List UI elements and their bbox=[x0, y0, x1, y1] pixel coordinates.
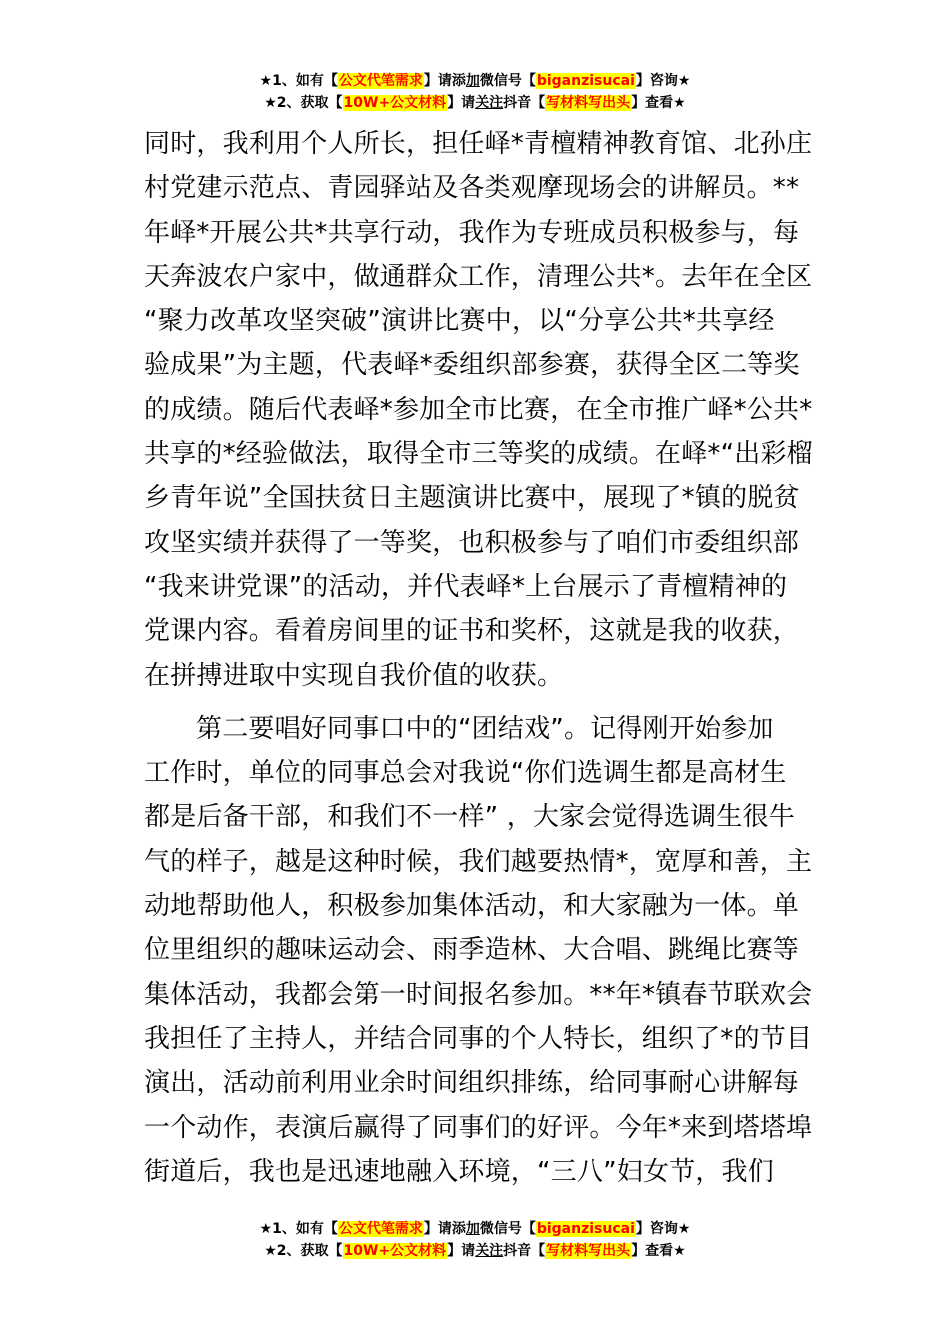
banner-text: 】请添 bbox=[423, 73, 466, 89]
text-line: 共享的*经验做法，取得全市三等奖的成绩。在峄*“出彩榴 bbox=[144, 439, 813, 470]
paragraph-2 bbox=[144, 707, 814, 1194]
paragraph-gap bbox=[144, 698, 814, 707]
underlined-text: 加 bbox=[465, 1221, 480, 1237]
text-line: 攻坚实绩并获得了一等奖，也积极参与了咱们市委组织部 bbox=[144, 527, 800, 558]
text-line: 乡青年说”全国扶贫日主题演讲比赛中，展现了*镇的脱贫 bbox=[144, 483, 800, 514]
text-line: 天奔波农户家中，做通群众工作，清理公共*。去年在全区 bbox=[144, 261, 813, 292]
banner-text: 】请添 bbox=[423, 1221, 466, 1237]
text-line: “聚力改革攻坚突破”演讲比赛中，以“分享公共*共享经 bbox=[144, 306, 775, 337]
banner-text: ★2、获取【 bbox=[264, 1243, 343, 1259]
text-line: “我来讲党课”的活动，并代表峄*上台展示了青檀精神的 bbox=[144, 571, 788, 602]
highlight-text: 写材料写出头 bbox=[546, 1243, 631, 1259]
banner-line-2 bbox=[0, 92, 950, 114]
text-line: 都是后备干部，和我们不一样” ，大家会觉得选调生很牛 bbox=[144, 802, 795, 833]
banner-text: 】请 bbox=[447, 1243, 476, 1259]
banner-text: 】咨询★ bbox=[635, 73, 691, 89]
text-line: 的成绩。随后代表峄*参加全市比赛，在全市推广峄*公共* bbox=[144, 394, 813, 425]
text-line: 街道后，我也是迅速地融入环境，“三八”妇女节，我们 bbox=[144, 1156, 774, 1187]
banner-line-2 bbox=[0, 1240, 950, 1262]
text-line: 村党建示范点、青园驿站及各类观摩现场会的讲解员。** bbox=[144, 173, 800, 204]
underlined-text: 关注 bbox=[475, 95, 504, 111]
banner-text: 】查看★ bbox=[631, 1243, 686, 1259]
highlight-text: 公文代笔需求 bbox=[338, 1221, 423, 1237]
text-line: 在拼搏进取中实现自我价值的收获。 bbox=[144, 660, 564, 691]
text-line: 动地帮助他人，积极参加集体活动，和大家融为一体。单 bbox=[144, 891, 800, 922]
highlight-text: 10W+公文材料 bbox=[343, 95, 447, 111]
text-line: 一个动作，表演后赢得了同事们的好评。今年*来到塔塔埠 bbox=[144, 1112, 813, 1143]
banner-text: 】查看★ bbox=[631, 95, 686, 111]
banner-text: ★1、如有【 bbox=[259, 73, 338, 89]
underlined-text: 关注 bbox=[475, 1243, 504, 1259]
text-line: 集体活动，我都会第一时间报名参加。**年*镇春节联欢会 bbox=[144, 979, 813, 1010]
text-line: 第二要唱好同事口中的“团结戏”。记得刚开始参加 bbox=[196, 713, 774, 744]
header-banner bbox=[0, 70, 950, 114]
paragraph-1 bbox=[144, 122, 814, 698]
text-line: 气的样子，越是这种时候，我们越要热情*，宽厚和善，主 bbox=[144, 846, 813, 877]
text-line: 党课内容。看着房间里的证书和奖杯，这就是我的收获， bbox=[144, 616, 800, 647]
banner-text: ★2、获取【 bbox=[264, 95, 343, 111]
banner-line-1 bbox=[0, 1218, 950, 1240]
highlight-text: 10W+公文材料 bbox=[343, 1243, 447, 1259]
text-line: 位里组织的趣味运动会、雨季造林、大合唱、跳绳比赛等 bbox=[144, 935, 800, 966]
text-line: 我担任了主持人，并结合同事的个人特长，组织了*的节目 bbox=[144, 1023, 813, 1054]
footer-banner bbox=[0, 1218, 950, 1262]
banner-text: 微信号【 bbox=[479, 73, 536, 89]
text-line: 同时，我利用个人所长，担任峄*青檀精神教育馆、北孙庄 bbox=[144, 129, 813, 159]
banner-text: 抖音【 bbox=[503, 95, 546, 111]
highlight-text: 公文代笔需求 bbox=[338, 73, 423, 89]
banner-text: ★1、如有【 bbox=[259, 1221, 338, 1237]
text-line: 演出，活动前利用业余时间组织排练，给同事耐心讲解每 bbox=[144, 1068, 800, 1099]
document-body bbox=[144, 122, 814, 1194]
highlight-text: 写材料写出头 bbox=[546, 95, 631, 111]
banner-line-1 bbox=[0, 70, 950, 92]
highlight-text: biganzisucai bbox=[536, 1221, 635, 1237]
banner-text: 】咨询★ bbox=[635, 1221, 691, 1237]
banner-text: 微信号【 bbox=[479, 1221, 536, 1237]
text-line: 年峄*开展公共*共享行动，我作为专班成员积极参与，每 bbox=[144, 217, 800, 248]
text-line: 验成果”为主题，代表峄*委组织部参赛，获得全区二等奖 bbox=[144, 350, 800, 381]
highlight-text: biganzisucai bbox=[536, 73, 635, 89]
text-line: 工作时，单位的同事总会对我说“你们选调生都是高材生 bbox=[144, 758, 787, 789]
banner-text: 抖音【 bbox=[503, 1243, 546, 1259]
banner-text: 】请 bbox=[447, 95, 476, 111]
underlined-text: 加 bbox=[465, 73, 480, 89]
